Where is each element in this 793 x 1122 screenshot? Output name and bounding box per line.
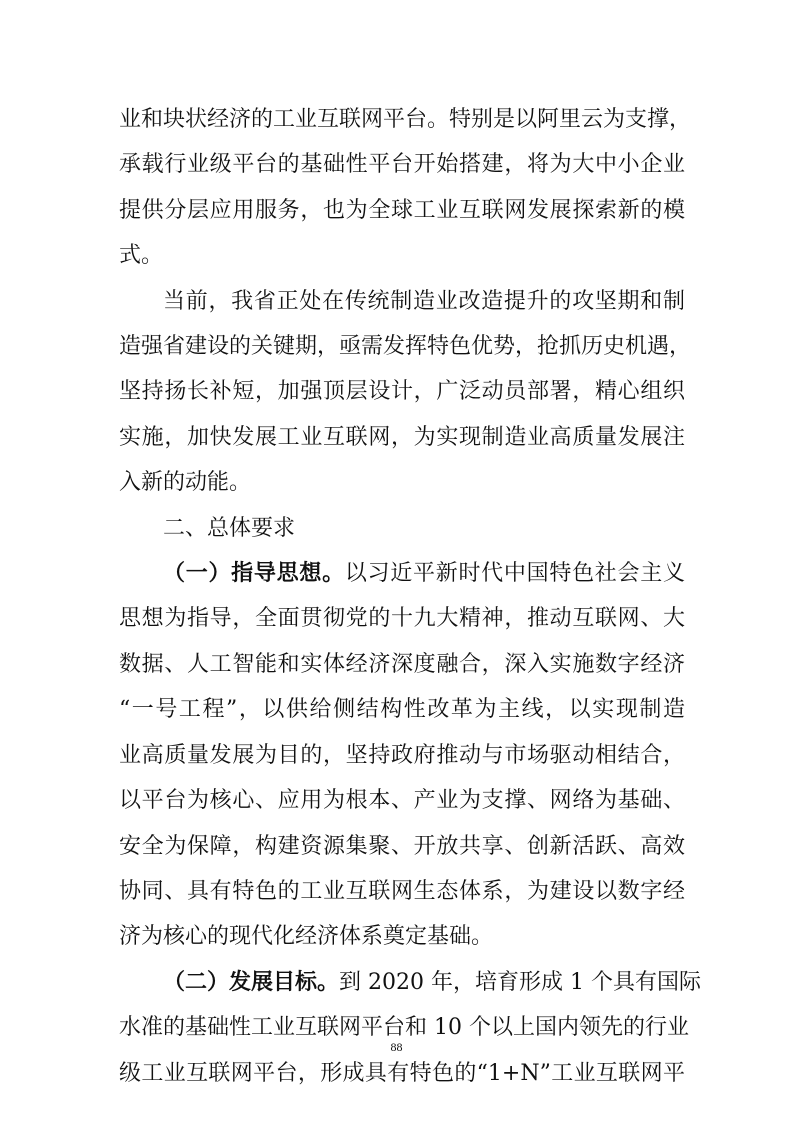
text-line: 业和块状经济的工业互联网平台。特别是以阿里云为支撑， [119,107,692,132]
text-line-rest: 以习近平新时代中国特色社会主义 [344,561,685,587]
paragraph-continuation [119,97,692,279]
text-line: 当前，我省正处在传统制造业改造提升的攻坚期和制 [163,288,685,314]
text-line: 入新的动能。 [119,470,252,496]
text-line: 实施，加快发展工业互联网，为实现制造业高质量发展注 [119,424,685,450]
text-line: 造强省建设的关键期，亟需发挥特色优势，抢抓历史机遇， [119,334,692,360]
body-text [119,97,701,1096]
paragraph-current-situation [119,279,692,506]
text-line: 业高质量发展为目的，坚持政府推动与市场驱动相结合， [119,742,685,768]
text-line: 坚持扬长补短，加强顶层设计，广泛动员部署，精心组织 [119,379,685,405]
page-number: 88 [390,1040,403,1054]
paragraph-development-goals [119,960,701,1096]
text-line: 数据、人工智能和实体经济深度融合，深入实施数字经济 [119,651,685,677]
text-line-rest: 到 2020 年，培育形成 1 个具有国际 [339,969,701,995]
text-line: “一号工程”，以供给侧结构性改革为主线，以实现制造 [119,697,685,723]
text-line: 思想为指导，全面贯彻党的十九大精神，推动互联网、大 [119,606,685,632]
paragraph-guiding-ideology [119,551,685,960]
subsection-lead: （一）指导思想。 [163,560,345,587]
text-line: 级工业互联网平台，形成具有特色的“1+N”工业互联网平 [119,1060,685,1086]
section-heading-text: 二、总体要求 [163,515,296,541]
text-line: 以平台为核心、应用为根本、产业为支撑、网络为基础、 [119,788,685,814]
text-line: 济为核心的现代化经济体系奠定基础。 [119,924,494,950]
subsection-lead: （二）发展目标。 [163,968,340,995]
text-line: 提供分层应用服务，也为全球工业互联网发展探索新的模 [119,197,685,223]
text-line: 承载行业级平台的基础性平台开始搭建，将为大中小企业 [119,152,685,178]
text-line: 式。 [119,243,164,269]
section-heading [119,506,685,551]
text-line [119,551,685,596]
text-line [119,960,701,1005]
text-line: 协同、具有特色的工业互联网生态体系，为建设以数字经 [119,878,685,904]
text-line: 安全为保障，构建资源集聚、开放共享、创新活跃、高效 [119,833,685,859]
text-line: 水准的基础性工业互联网平台和 10 个以上国内领先的行业 [119,1015,689,1041]
